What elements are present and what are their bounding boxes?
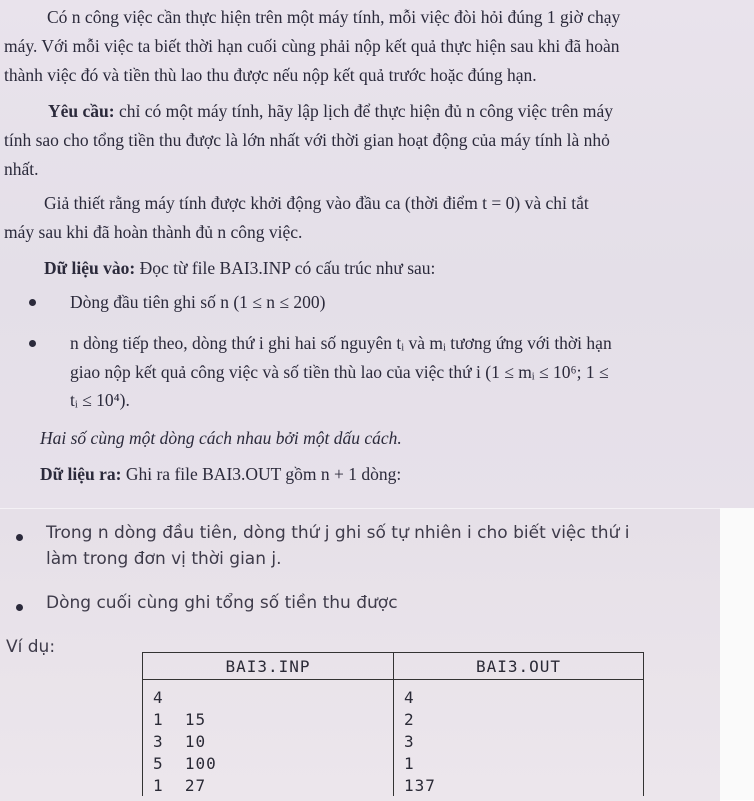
requirement-text: chỉ có một máy tính, hãy lập lịch để thực hiện đủ n công việc trên máy [114,101,613,121]
table-cell-output: 1 [394,752,644,774]
table-row [143,708,644,730]
intro-line-3: thành việc đó và tiền thù lao thu được nếu nộp kết quả trước hoặc đúng hạn. [4,65,537,85]
output-label: Dữ liệu ra: [40,464,122,484]
input-bullet-1: Dòng đầu tiên ghi số n (1 ≤ n ≤ 200) [70,292,326,312]
table-cell-input: 5 100 [143,752,394,774]
table-row [143,774,644,796]
bullet-dot [16,534,23,541]
output-bullet-1-line-2: làm trong đơn vị thời gian j. [46,549,282,569]
example-label: Ví dụ: [6,637,56,657]
assumption-line-2: máy sau khi đã hoàn thành đủ n công việc. [4,222,303,242]
input-text: Đọc từ file BAI3.INP có cấu trúc như sau: [135,258,436,278]
input-bullet-2-line-1: n dòng tiếp theo, dòng thứ i ghi hai số nguyên tᵢ và mᵢ tương ứng với thời hạn [70,333,612,353]
intro-line-2: máy. Với mỗi việc ta biết thời hạn cuối cùng phải nộp kết quả thực hiện sau khi đã hoàn [4,36,620,56]
assumption-line-1: Giả thiết rằng máy tính được khởi động vào đầu ca (thời điểm t = 0) và chỉ tắt [44,193,589,213]
output-text: Ghi ra file BAI3.OUT gồm n + 1 dòng: [121,464,402,484]
table-row [143,730,644,752]
bullet-dot [16,604,23,611]
bullet-dot [29,340,36,347]
input-bullet-2-line-2: giao nộp kết quả công việc và số tiền thù lao của việc thứ i (1 ≤ mᵢ ≤ 10⁶; 1 ≤ [70,362,609,382]
input-label: Dữ liệu vào: [44,258,136,278]
input-heading [44,254,435,282]
output-bullet-2: Dòng cuối cùng ghi tổng số tiền thu được [46,593,398,613]
table-cell-output: 2 [394,708,644,730]
requirement-line-3: nhất. [4,159,39,179]
output-bullet-1-line-1: Trong n dòng đầu tiên, dòng thứ j ghi số tự nhiên i cho biết việc thứ i [46,523,630,543]
table-cell-input: 3 10 [143,730,394,752]
page-edge-strip [720,508,754,800]
table-cell-input: 4 [143,680,394,709]
requirement-line-2: tính sao cho tổng tiền thu được là lớn nhất với thời gian hoạt động của máy tính là nhỏ [4,130,610,150]
table-header-row [143,653,644,680]
table-header-input: BAI3.INP [143,653,394,680]
table-cell-output: 137 [394,774,644,796]
table-cell-input: 1 27 [143,774,394,796]
requirement-line-1 [48,97,613,125]
output-heading [40,460,401,488]
table-row [143,680,644,709]
separator-note: Hai số cùng một dòng cách nhau bởi một dấu cách. [40,428,402,448]
table-header-output: BAI3.OUT [394,653,644,680]
table-cell-input: 1 15 [143,708,394,730]
input-bullet-2-line-3: tᵢ ≤ 10⁴). [70,390,130,410]
requirement-label: Yêu cầu: [48,101,115,121]
intro-line-1: Có n công việc cần thực hiện trên một máy tính, mỗi việc đòi hỏi đúng 1 giờ chạy [47,7,621,27]
table-row [143,752,644,774]
table-cell-output: 4 [394,680,644,709]
table-cell-output: 3 [394,730,644,752]
bullet-dot [29,299,36,306]
example-table [142,652,644,796]
